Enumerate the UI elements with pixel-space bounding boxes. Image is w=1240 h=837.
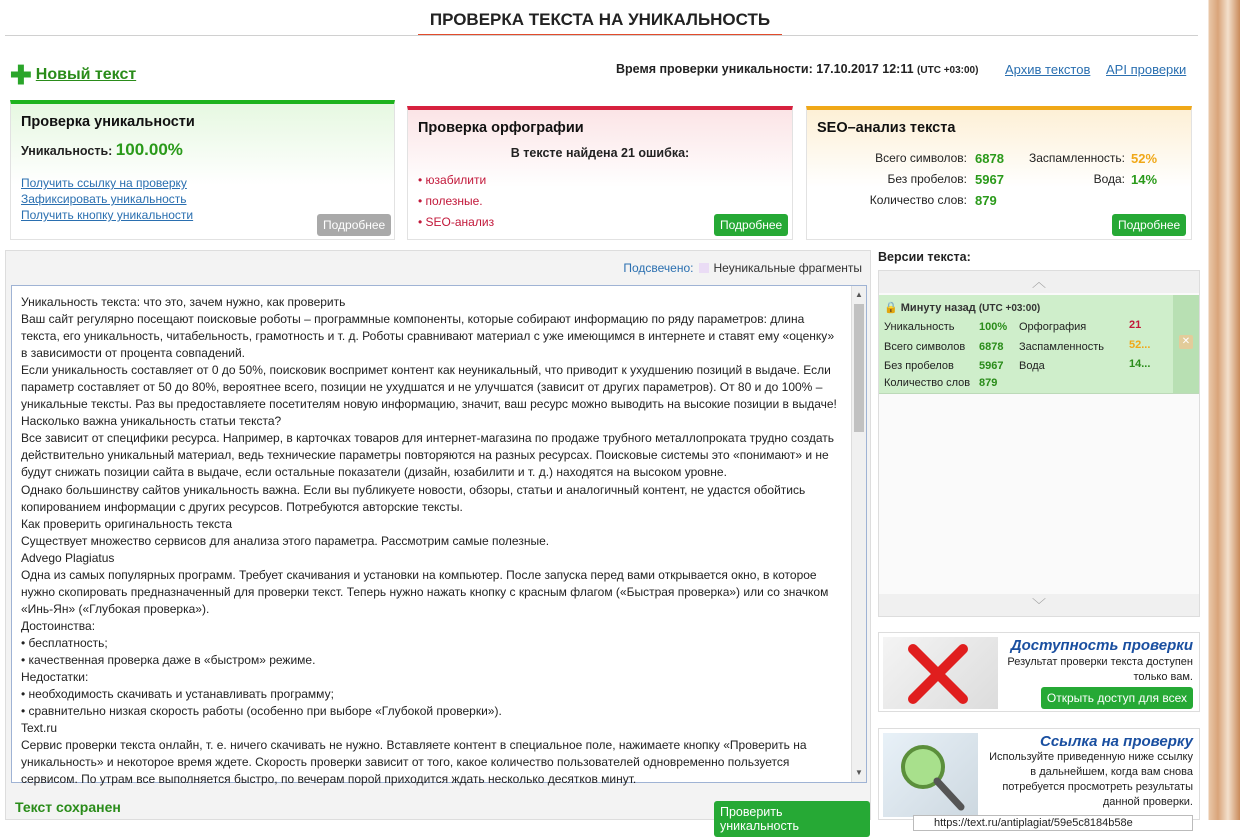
version-uniq-label: Уникальность [884,321,955,333]
version-spell-value: 21 [1129,319,1142,331]
version-chars-label: Всего символов [884,341,966,353]
text-line: Сервис проверки текста онлайн, т. е. ничего скачивать не нужно. Вставляете контент в специальное поле, нажимаете кнопку «Проверить на уникальность» и некоторое время ждете. Скорость проверки зависит от того, какое количество пользователей одновременно пользуется сервисом. По утрам все выполняется быстро, по вечерам порой приходится ждать несколько десятков минут. [21,738,807,787]
saved-status: Текст сохранен [15,799,121,815]
document-thumbnail [883,637,998,709]
spelling-error-item[interactable]: • юзабилити [418,173,487,187]
versions-title: Версии текста: [878,250,971,264]
share-box [878,728,1200,829]
seo-water-label: Вода: [1093,172,1125,186]
share-url-field[interactable]: https://text.ru/antiplagiat/59e5c8184b58e [913,815,1193,831]
text-line: Все зависит от специфики ресурса. Например, в карточках товаров для интернет-магазина по продаже трубного металлопроката трудно создать действительно уникальный материал, ведь технические параметры повторяются на разных ресурсах. Поисковые системы это «понимают» и не будут снижать позиции сайта в выдаче, если остальные показатели (дизайн, юзабилити и т. д.) находятся на высоком уровне. [21,431,835,480]
seo-card [806,106,1192,240]
editor-panel [5,250,871,833]
text-line: Насколько важна уникальность статьи текста? [21,414,282,429]
seo-more-button[interactable]: Подробнее [1112,214,1186,236]
version-spam-label: Заспамленность [1019,341,1104,353]
spelling-card [407,106,793,240]
seo-chars-label: Всего символов: [875,151,967,165]
new-text-link[interactable]: Новый текст [35,66,137,83]
highlight-swatch [699,263,709,273]
seo-spam-value: 52% [1131,151,1158,166]
seo-words-value: 879 [975,193,997,208]
text-line: Одна из самых популярных программ. Требует скачивания и установки на компьютер. После запуска перед вами открывается окно, в которое нужно скопировать предназначенный для проверки текст. Теперь нужно нажать кнопку с красным флагом («Быстрая проверка») или со значком «Инь-Ян» («Глубокая проверка»). [21,567,829,616]
check-uniqueness-button[interactable]: Проверить уникальность [714,801,870,837]
text-scrollbar[interactable] [851,286,866,782]
text-line: • качественная проверка даже в «быстром» режиме. [21,652,316,667]
title-divider [5,35,1198,36]
spelling-more-button[interactable]: Подробнее [714,214,788,236]
api-link[interactable]: API проверки [1106,62,1187,77]
cross-icon [883,637,998,709]
text-line: • сравнительно низкая скорость работы (особенно при выборе «Глубокой проверки»). [21,704,502,719]
uniqueness-card [10,100,395,240]
seo-water-value: 14% [1131,172,1158,187]
access-box [878,632,1200,712]
page-title: ПРОВЕРКА ТЕКСТА НА УНИКАЛЬНОСТЬ [0,10,1200,30]
spelling-error-item[interactable]: • полезные. [418,194,483,208]
open-access-button[interactable]: Открыть доступ для всех [1041,687,1193,709]
version-water-label: Вода [1019,360,1045,372]
lock-icon: 🔒 [884,302,898,314]
magnifier-icon [883,733,978,817]
version-water-value: 14... [1129,358,1151,370]
version-item[interactable] [879,295,1199,394]
access-title: Доступность проверки [1010,637,1193,654]
seo-nospace-value: 5967 [975,172,1004,187]
version-nospace-value: 5967 [979,360,1004,372]
version-words-value: 879 [979,377,998,389]
version-side [1173,295,1199,393]
version-spell-label: Орфография [1019,321,1087,333]
spelling-title: Проверка орфографии [418,120,584,136]
spelling-summary: В тексте найдена 21 ошибка: [510,146,690,160]
version-words-label: Количество слов [884,377,971,389]
scroll-up-icon[interactable]: ▲ [855,290,863,299]
versions-panel [878,270,1200,617]
uniqueness-title: Проверка уникальности [21,114,195,130]
text-line: Text.ru [21,721,58,736]
highlight-legend: Подсвечено: Неуникальные фрагменты [623,261,862,275]
text-line: Уникальность текста: что это, зачем нужно, как проверить [21,295,346,309]
new-text-control[interactable] [10,60,137,90]
share-desc: Используйте приведенную ниже ссылку в дальнейшем, когда вам снова потребуется просмотреть результаты данной проверки. [989,751,1193,808]
text-line: Advego Plagiatus [21,550,115,565]
get-button-link[interactable]: Получить кнопку уникальности [21,208,194,222]
uniqueness-more-button[interactable]: Подробнее [317,214,391,236]
spelling-error-item[interactable]: • SEO-анализ [418,215,495,229]
seo-nospace-label: Без пробелов: [887,172,967,186]
version-chars-value: 6878 [979,341,1004,353]
text-line: Недостатки: [21,670,89,685]
text-line: Если уникальность составляет от 0 до 50%, поисковик воспримет контент как неуникальный, что приводит к ухудшению позиций в выдаче. Если параметр составляет от 50 до 80%, вероятнее всего, позиции не ухудшатся и не улучшатся (зависит от других параметров). От 80 и до 100% – уникальные тексты. Раз вы предоставляете посетителям новую информацию, значит, ваш ресурс можно выводить на высокие позиции в выдаче! [21,363,837,412]
link-thumbnail [883,733,978,817]
check-time: Время проверки уникальности: 17.10.2017 12:11 (UTC +03:00) [616,62,979,76]
text-line: Достоинства: [21,618,96,633]
fix-uniqueness-link[interactable]: Зафиксировать уникальность [21,192,187,206]
seo-words-label: Количество слов: [869,193,967,207]
version-nospace-label: Без пробелов [884,360,954,372]
versions-up-icon[interactable]: ︿ [879,271,1199,293]
text-line: Существует множество сервисов для анализа этого параметра. Рассмотрим самые полезные. [21,533,550,548]
version-header: 🔒 Минуту назад (UTC +03:00) [884,302,1041,314]
uniqueness-value: 100.00% [115,140,183,159]
versions-down-icon[interactable]: ﹀ [879,594,1199,616]
delete-version-icon[interactable]: ✕ [1179,335,1193,349]
text-line: • необходимость скачивать и устанавливать программу; [21,687,334,702]
archive-link[interactable]: Архив текстов [1005,62,1091,77]
version-spam-value: 52... [1129,339,1151,351]
seo-title: SEO–анализ текста [817,120,956,136]
text-line: Ваш сайт регулярно посещают поисковые роботы – программные компоненты, которые собирают информацию по ряду параметров: длина текста, его уникальность, читабельность, грамотность и т. д. Роботы сравнивают материал с уже имеющимся в интернете и ставят ему «оценку» в зависимости от процента совпадений. [21,312,835,361]
share-title: Ссылка на проверку [1040,733,1193,750]
uniqueness-line: Уникальность: 100.00% [21,140,183,159]
get-link-link[interactable]: Получить ссылку на проверку [21,176,187,190]
scroll-down-icon[interactable]: ▼ [855,768,863,777]
page-edge-decoration [1200,0,1240,820]
seo-chars-value: 6878 [975,151,1004,166]
plus-icon: ✚ [10,60,32,90]
text-line: Как проверить оригинальность текста [21,516,232,531]
text-line: Однако большинству сайтов уникальность важна. Если вы публикуете новости, обзоры, статьи и аналогичный контент, не удастся обойтись копированием информации с других ресурсов. Потребуются авторские тексты. [21,482,806,514]
access-desc: Результат проверки текста доступен только вам. [1007,656,1193,683]
text-input-area[interactable] [11,285,867,787]
seo-spam-label: Заспамленность: [1028,151,1125,165]
text-content[interactable] [21,294,841,788]
scroll-thumb[interactable] [854,304,864,432]
text-line: • бесплатность; [21,635,108,650]
version-uniq-value: 100% [979,321,1008,333]
